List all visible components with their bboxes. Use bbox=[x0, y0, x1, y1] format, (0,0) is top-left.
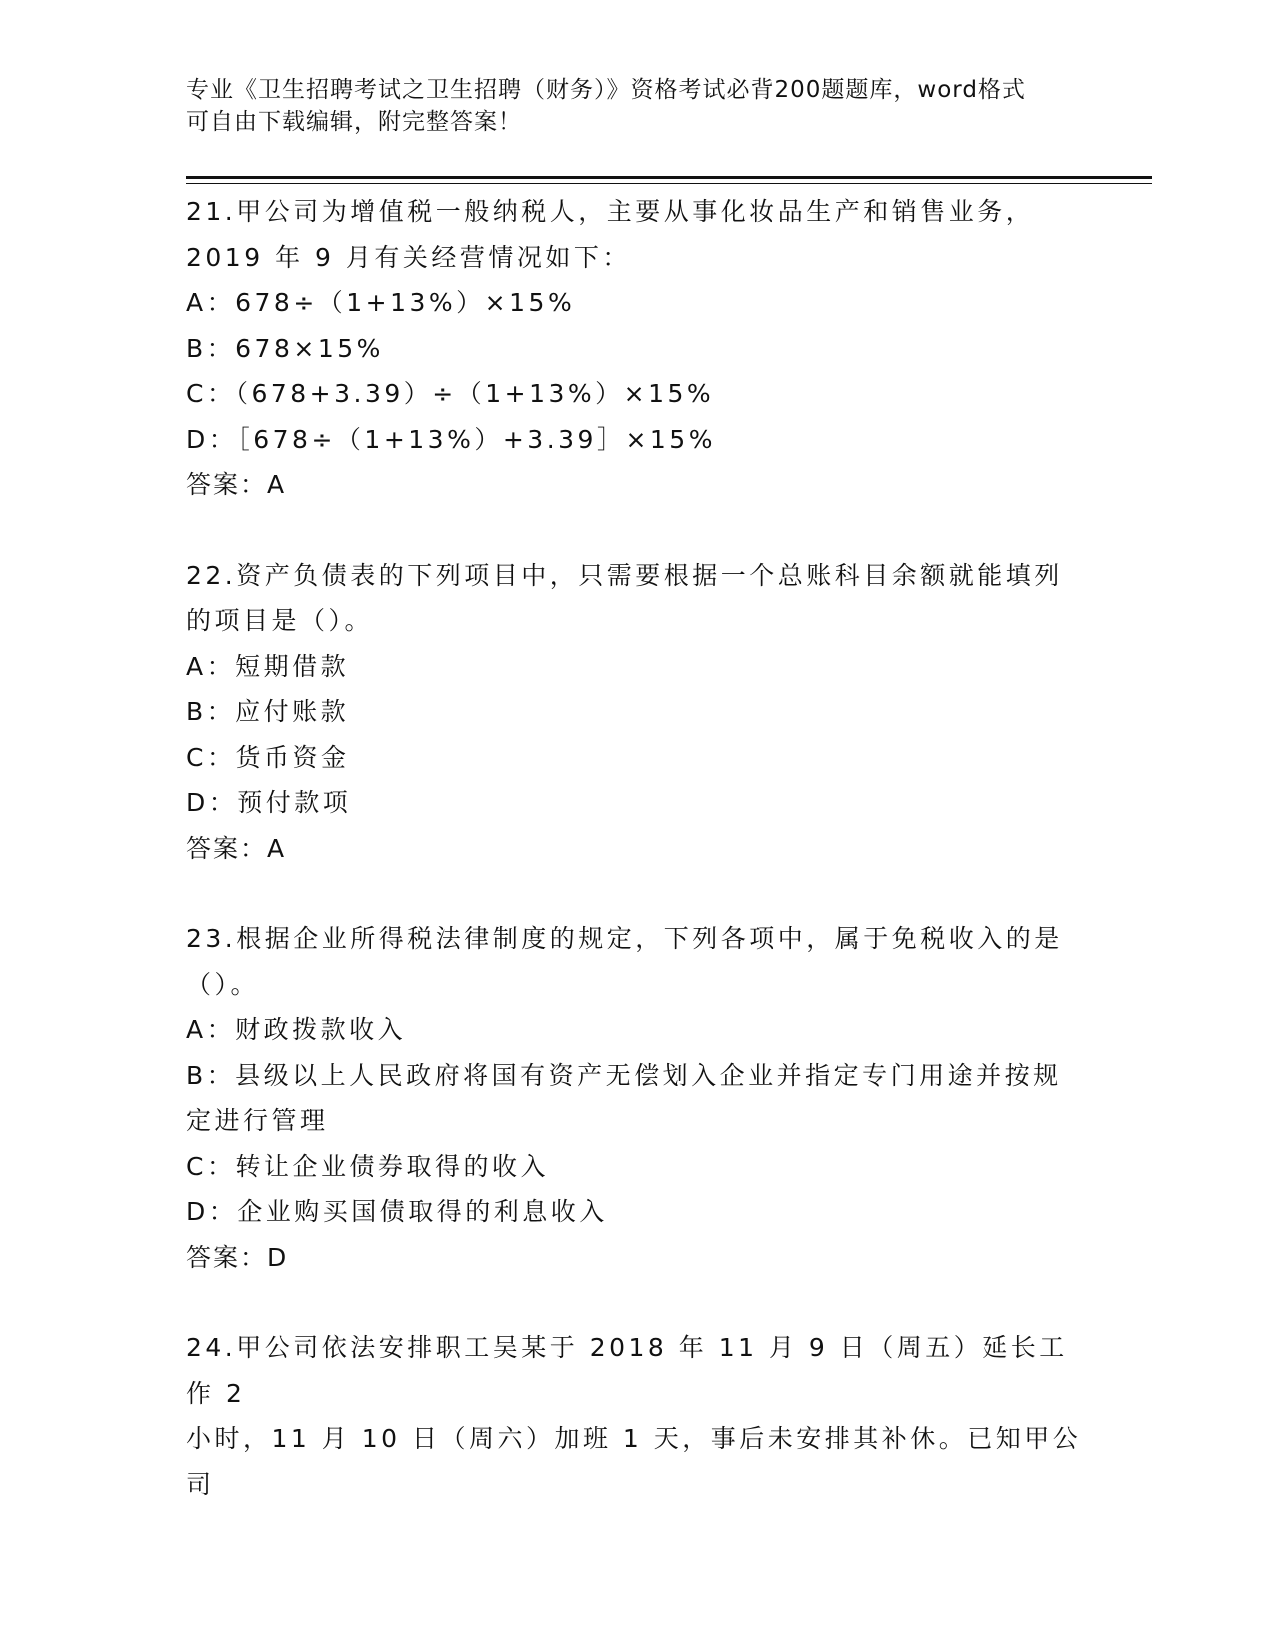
question-stem-line: 的项目是（）。 bbox=[186, 606, 374, 635]
option-b: B：应付账款 bbox=[186, 697, 350, 726]
option-b-continued: 定进行管理 bbox=[186, 1106, 329, 1135]
answer-line: 答案：A bbox=[186, 833, 287, 863]
answer-line: 答案：D bbox=[186, 1242, 289, 1272]
question-stem-line: 23.根据企业所得税法律制度的规定，下列各项中，属于免税收入的是 bbox=[186, 924, 1063, 953]
question-list bbox=[186, 189, 1086, 1507]
header-divider-thick bbox=[186, 176, 1152, 179]
question-24 bbox=[186, 1325, 1086, 1507]
option-b: B：县级以上人民政府将国有资产无偿划入企业并指定专门用途并按规 bbox=[186, 1060, 1062, 1090]
question-stem-line: 小时，11 月 10 日（周六）加班 1 天，事后未安排其补休。已知甲公司 bbox=[186, 1424, 1082, 1499]
header-line-1: 专业《卫生招聘考试之卫生招聘（财务）》资格考试必背200题题库，word格式 bbox=[186, 77, 1026, 103]
question-22 bbox=[186, 553, 1086, 872]
question-23 bbox=[186, 916, 1086, 1280]
question-stem-line: 22.资产负债表的下列项目中，只需要根据一个总账科目余额就能填列 bbox=[186, 560, 1063, 590]
option-c: C：（678+3.39）÷（1+13%）×15% bbox=[186, 379, 715, 408]
option-a: A：财政拨款收入 bbox=[186, 1015, 407, 1044]
option-a: A：短期借款 bbox=[186, 651, 350, 681]
option-a: A：678÷（1+13%）×15% bbox=[186, 288, 576, 317]
answer-line: 答案：A bbox=[186, 470, 287, 499]
header-line-2: 可自由下载编辑，附完整答案！ bbox=[186, 109, 522, 135]
question-stem-line: 2019 年 9 月有关经营情况如下： bbox=[186, 242, 631, 272]
document-header bbox=[186, 74, 1086, 138]
option-c: C：转让企业债券取得的收入 bbox=[186, 1151, 549, 1181]
question-21 bbox=[186, 189, 1086, 508]
option-c: C：货币资金 bbox=[186, 742, 350, 772]
option-d: D：［678÷（1+13%）+3.39］×15% bbox=[186, 424, 716, 454]
option-d: D：企业购买国债取得的利息收入 bbox=[186, 1197, 608, 1226]
question-stem-line: 21.甲公司为增值税一般纳税人，主要从事化妆品生产和销售业务， bbox=[186, 197, 1035, 226]
option-d: D：预付款项 bbox=[186, 788, 352, 817]
option-b: B：678×15% bbox=[186, 333, 384, 363]
question-stem-line: （）。 bbox=[186, 969, 260, 999]
question-stem-line: 24.甲公司依法安排职工吴某于 2018 年 11 月 9 日（周五）延长工作 2 bbox=[186, 1333, 1068, 1408]
header-divider-thin bbox=[186, 183, 1152, 184]
